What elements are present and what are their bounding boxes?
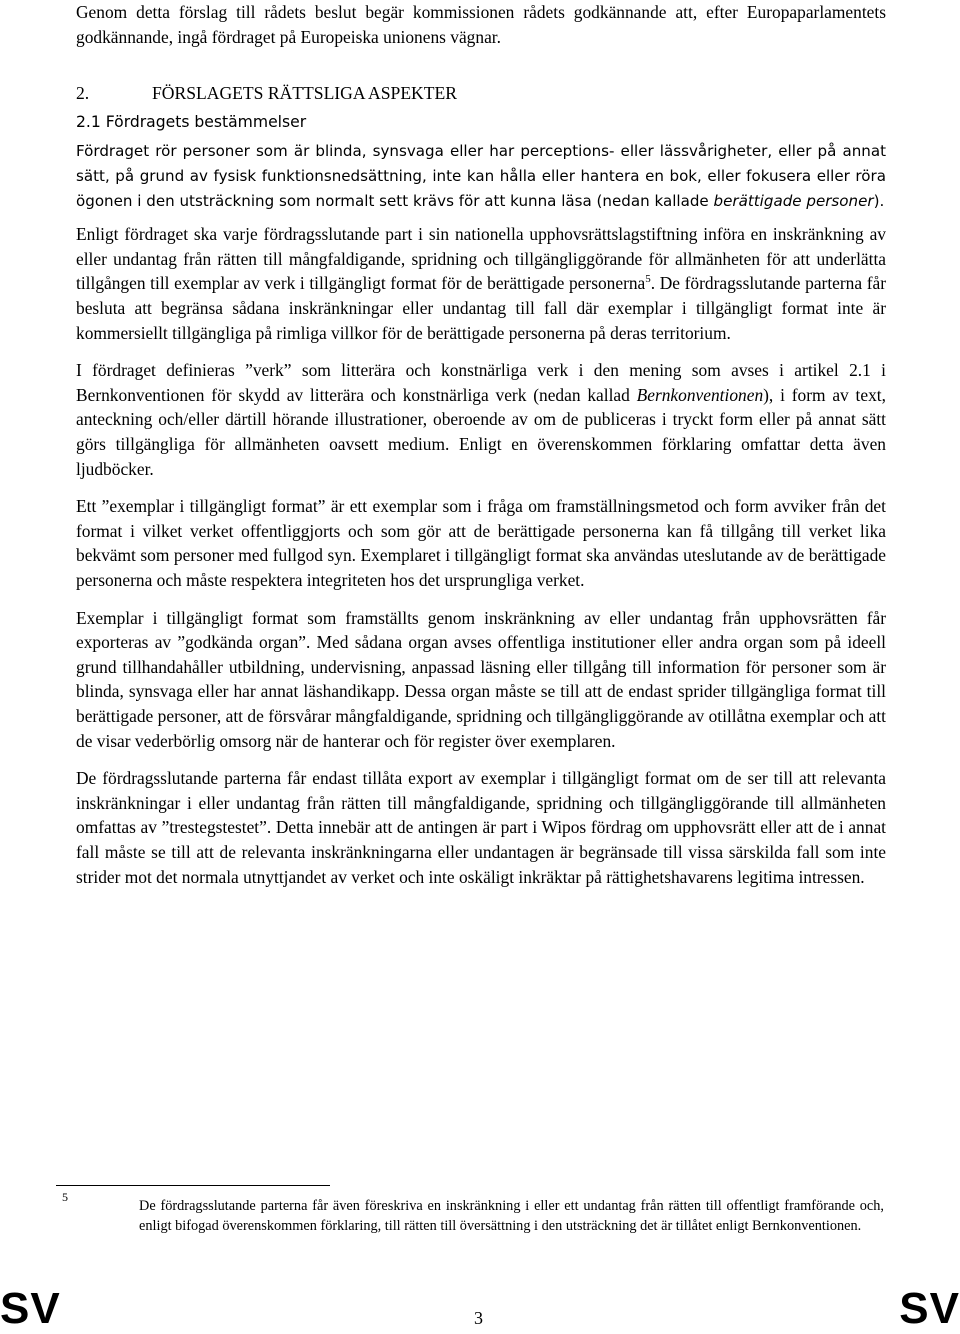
document-body xyxy=(76,0,886,889)
footnote-number: 5 xyxy=(62,1190,68,1204)
paragraph-1 xyxy=(76,139,886,213)
page-number: 3 xyxy=(474,1308,483,1328)
paragraph-6: De fördragsslutande parterna får endast tillåta export av exemplar i tillgängligt format om de ser till att relevanta inskränkningar i eller undantag från rätten till mångfaldigande, spridning och tillgängliggörande till allmänheten omfattas av ”trestegstestet”. Detta innebär att de antingen är part i Wipos fördrag om upphovsrätt eller att de i annat fall måste se till att de relevanta inskränkningarna eller undantagen är begränsade till vissa särskilda fall som inte strider mot det normala utnyttjandet av verket och inte oskäligt inkräktar på rättighetshavarens legitima intressen. xyxy=(76,768,886,887)
section-title: FÖRSLAGETS RÄTTSLIGA ASPEKTER xyxy=(152,83,457,104)
paragraph-1-italic: berättigade personer xyxy=(713,191,874,210)
footnote-reference[interactable]: 5 xyxy=(645,273,651,286)
subsection-heading: 2.1 Fördragets bestämmelser xyxy=(76,113,307,132)
paragraph-3-rest: ), i form av text, anteckning och/eller därtill hörande illustrationer, oberoende av om de publiceras i tryckt form eller på annat sätt görs tillgängliga för allmänheten oavsett medium. Enligt en överenskommen förklaring omfattar detta även ljudböcker. xyxy=(76,384,886,479)
footnote xyxy=(62,1188,884,1250)
footnote-divider xyxy=(56,1185,330,1186)
section-heading xyxy=(76,81,886,105)
paragraph-2-text: Enligt fördraget ska varje fördragsslutande part i sin nationella upphovsrättslagstiftning införa en inskränkning av eller undantag från rätten till mångfaldigande, spridning och tillgängliggörande för allmänheten för att underlätta tillgången till exemplar av verk i tillgängligt format för de berättigade personerna xyxy=(76,224,886,294)
paragraph-5: Exemplar i tillgängligt format som framställts genom inskränkning av eller undantag från upphovsrätten får exporteras av ”godkända organ”. Med sådana organ avses offentliga institutioner eller andra organ som på ideell grund tillhandahåller utbildning, undervisning, anpassad läsning eller tillgång till information för personer som är blinda, synsvaga eller har annat läshandikapp. Dessa organ måste se till att de endast sprider tillgängliga format till berättigade personer, att de försvårar mångfaldigande, spridning och tillgängliggörande av otillåtna exemplar och att de visar vederbörlig omsorg när de hanterar och för register över exemplaren. xyxy=(76,607,886,751)
section-number: 2. xyxy=(76,83,90,104)
language-code-right: SV xyxy=(899,1284,960,1333)
language-code-left: SV xyxy=(0,1284,61,1333)
paragraph-1-end: ). xyxy=(873,191,885,210)
paragraph-3-italic: Bernkonventionen xyxy=(636,384,764,405)
paragraph-2-rest: . De fördragsslutande parterna får besluta att begränsa sådana inskränkningar eller undantag till fall där exemplar i tillgängligt format inte är kommersiellt tillgängliga på rimliga villkor för de berättigade personerna på deras territorium. xyxy=(76,273,886,343)
paragraph-4: Ett ”exemplar i tillgängligt format” är ett exemplar som i fråga om framställningsmetod och form avviker från det format i vilket verket offentliggjorts och som gör att de berättigade personerna kan få tillgång till verket lika bekvämt som personer med fullgod syn. Exemplaret i tillgängligt format ska användas uteslutande av de berättigade personerna och måste respektera integriteten hos det ursprungliga verket. xyxy=(76,496,886,591)
footnote-text: De fördragsslutande parterna får även föreskriva en inskränkning i eller ett undantag från rätten till offentligt framförande och, enligt bifogad överenskommen förklaring, till rätten till översättning i den utsträckning det är tillåtet enligt Bernkonventionen. xyxy=(139,1198,884,1234)
paragraph-2 xyxy=(76,222,886,345)
paragraph-3-text: I fördraget definieras ”verk” som litterära och konstnärliga verk i den mening som avses i artikel 2.1 i Bernkonventionen för skydd av litterära och konstnärliga verk (nedan kallad xyxy=(76,360,886,405)
paragraph-3 xyxy=(76,358,886,481)
intro-paragraph: Genom detta förslag till rådets beslut begär kommissionen rådets godkännande att, efter Europaparlamentets godkännande, ingå fördraget på Europeiska unionens vägnar. xyxy=(76,2,886,47)
paragraph-1-text: Fördraget rör personer som är blinda, synsvaga eller har perceptions- eller lässvårigheter, eller på annat sätt, på grund av fysisk funktionsnedsättning, inte kan hålla eller hantera en bok, eller fokusera eller röra ögonen i den utsträckning som normalt sett krävs för att kunna läsa (nedan kallade xyxy=(76,142,886,210)
